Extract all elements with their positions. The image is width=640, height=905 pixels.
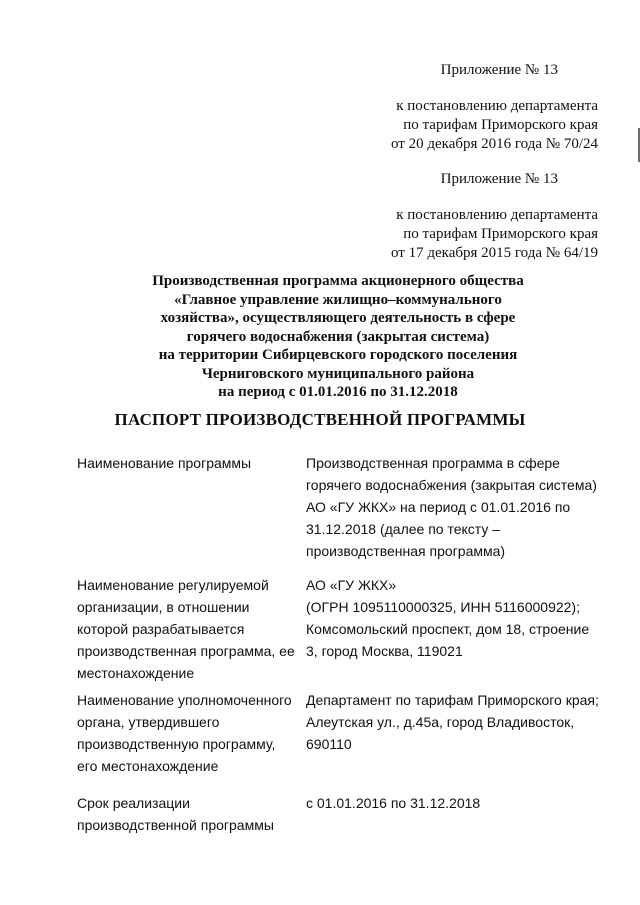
- program-title-line: Производственная программа акционерного общества: [152, 273, 524, 289]
- passport-row-label: [77, 574, 302, 684]
- value-line: с 01.01.2016 по 31.12.2018: [306, 795, 481, 811]
- value-line: Департамент по тарифам Приморского края;: [306, 692, 599, 708]
- value-line: 31.12.2018 (далее по тексту –: [306, 521, 501, 537]
- value-line: 3, город Москва, 119021: [306, 643, 463, 659]
- passport-row-label: [77, 452, 302, 474]
- label-line: Наименование программы: [77, 455, 252, 471]
- annex-block-previous: [391, 170, 598, 263]
- passport-row-value: [306, 452, 606, 562]
- value-line: производственная программа): [306, 543, 506, 559]
- passport-row-value: [306, 574, 606, 662]
- annex-block-current: [391, 61, 598, 154]
- annex-heading: Приложение № 13: [440, 62, 558, 78]
- passport-row-value: [306, 689, 606, 755]
- annex-heading: Приложение № 13: [440, 171, 558, 187]
- label-line: производственная программа, ее: [77, 643, 295, 659]
- label-line: Наименование регулируемой: [77, 577, 269, 593]
- label-line: организации, в отношении: [77, 599, 250, 615]
- passport-row-value: [306, 792, 606, 814]
- value-line: Алеутская ул., д.45а, город Владивосток,: [306, 714, 575, 730]
- label-line: которой разрабатывается: [77, 621, 245, 637]
- program-title-line: на территории Сибирцевского городского поселения: [158, 347, 518, 363]
- value-line: (ОГРН 1095110000325, ИНН 5116000922);: [306, 599, 580, 615]
- label-line: органа, утвердившего: [77, 714, 220, 730]
- label-line: местонахождение: [77, 665, 195, 681]
- label-line: его местонахождение: [77, 758, 219, 774]
- annex-line: по тарифам Приморского края: [403, 226, 598, 242]
- value-line: Производственная программа в сфере: [306, 455, 560, 471]
- annex-line: от 17 декабря 2015 года № 64/19: [390, 245, 598, 261]
- program-title-line: Черниговского муниципального района: [201, 365, 475, 382]
- label-line: производственную программу,: [77, 736, 276, 752]
- program-title-line: на период с 01.01.2016 по 31.12.2018: [218, 384, 458, 400]
- program-title: [120, 272, 556, 402]
- value-line: 690110: [306, 736, 352, 752]
- label-line: производственной программы: [77, 817, 274, 833]
- annex-line: к постановлению департамента: [396, 207, 598, 223]
- program-title-line: «Главное управление жилищно–коммунального: [174, 291, 502, 308]
- passport-row-label: [77, 689, 302, 777]
- annex-line: от 20 декабря 2016 года № 70/24: [390, 136, 598, 152]
- value-line: горячего водоснабжения (закрытая система): [306, 477, 597, 493]
- value-line: АО «ГУ ЖКХ»: [306, 577, 397, 593]
- program-title-line: хозяйства», осуществляющего деятельность в сфере: [160, 310, 516, 326]
- annex-line: к постановлению департамента: [396, 98, 598, 114]
- value-line: Комсомольский проспект, дом 18, строение: [306, 621, 590, 637]
- passport-title: ПАСПОРТ ПРОИЗВОДСТВЕННОЙ ПРОГРАММЫ: [114, 410, 526, 429]
- value-line: АО «ГУ ЖКХ» на период с 01.01.2016 по: [306, 499, 571, 515]
- label-line: Срок реализации: [77, 795, 190, 811]
- annex-line: по тарифам Приморского края: [403, 117, 598, 133]
- label-line: Наименование уполномоченного: [77, 692, 292, 708]
- program-title-line: горячего водоснабжения (закрытая система): [186, 328, 490, 345]
- passport-row-label: [77, 792, 302, 836]
